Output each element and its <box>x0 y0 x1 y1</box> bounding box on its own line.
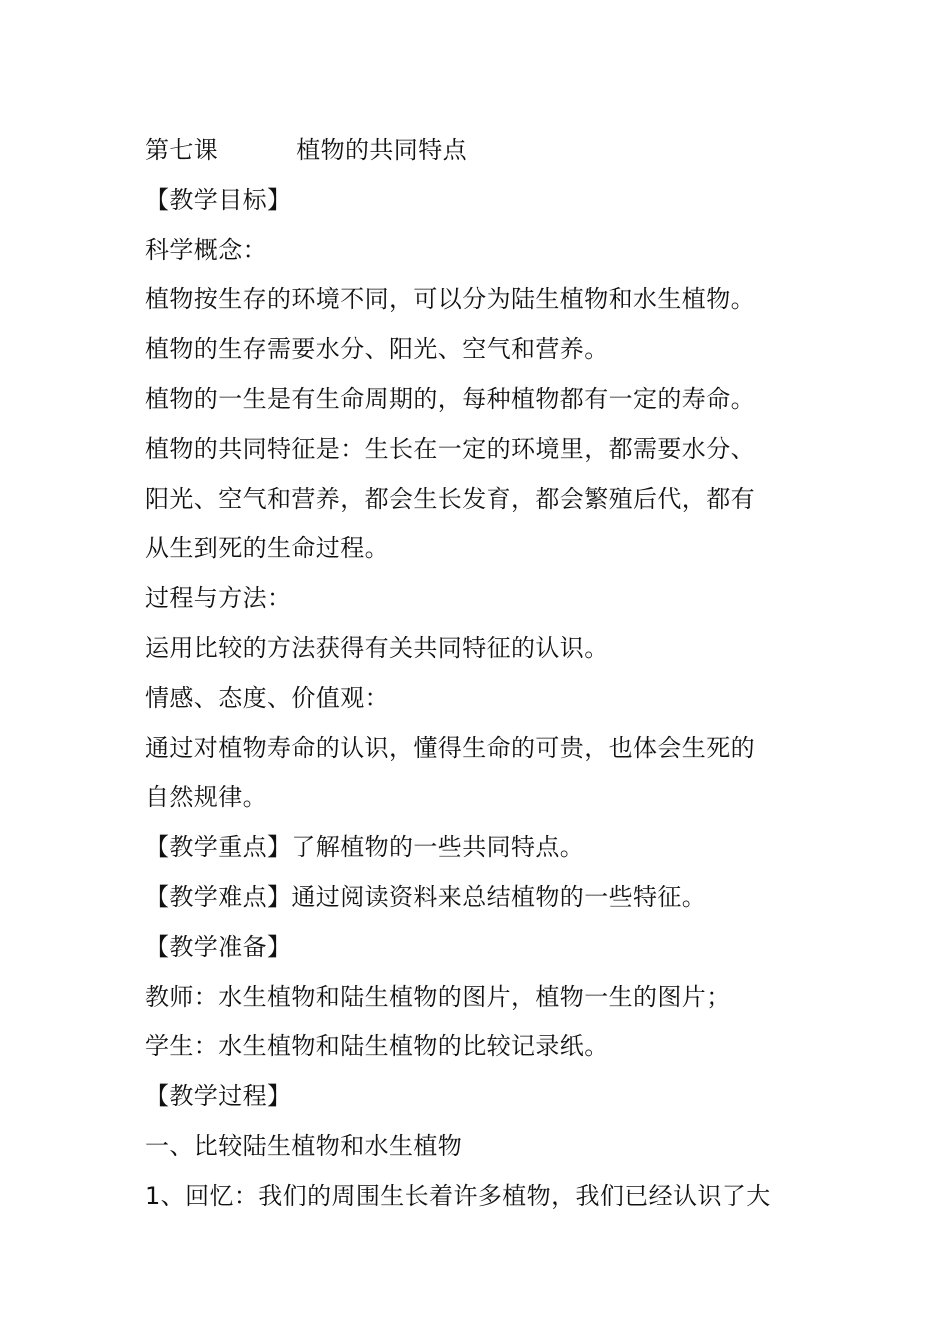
paragraph-line: 教师：水生植物和陆生植物的图片，植物一生的图片； <box>145 982 731 1011</box>
document-page <box>145 126 810 1222</box>
paragraph-line: 阳光、空气和营养，都会生长发育，都会繁殖后代，都有 <box>145 484 755 513</box>
paragraph-line: 自然规律。 <box>145 783 267 812</box>
paragraph-line: 通过对植物寿命的认识，懂得生命的可贵，也体会生死的 <box>145 733 755 762</box>
lesson-name: 植物的共同特点 <box>296 136 468 164</box>
paragraph-line: 植物的共同特征是：生长在一定的环境里，都需要水分、 <box>145 434 755 463</box>
paragraph-line: 1、回忆：我们的周围生长着许多植物，我们已经认识了大 <box>145 1181 771 1210</box>
section-objectives-heading: 【教学目标】 <box>145 185 292 214</box>
paragraph-line: 植物的生存需要水分、阳光、空气和营养。 <box>145 335 609 364</box>
subheading-values: 情感、态度、价值观： <box>145 683 389 712</box>
section-difficulties: 【教学难点】通过阅读资料来总结植物的一些特征。 <box>145 882 707 911</box>
paragraph-line: 运用比较的方法获得有关共同特征的认识。 <box>145 633 609 662</box>
lesson-number: 第七课 <box>145 136 219 164</box>
paragraph-line: 从生到死的生命过程。 <box>145 534 389 563</box>
subheading-process-methods: 过程与方法： <box>145 584 292 613</box>
subheading-science-concepts: 科学概念： <box>145 235 267 264</box>
subheading-part-one: 一、比较陆生植物和水生植物 <box>145 1131 463 1160</box>
section-preparation-heading: 【教学准备】 <box>145 932 292 961</box>
paragraph-line: 学生：水生植物和陆生植物的比较记录纸。 <box>145 1032 609 1061</box>
lesson-title <box>145 126 810 176</box>
section-process-heading: 【教学过程】 <box>145 1082 292 1111</box>
paragraph-line: 植物的一生是有生命周期的，每种植物都有一定的寿命。 <box>145 384 755 413</box>
section-key-points: 【教学重点】了解植物的一些共同特点。 <box>145 833 585 862</box>
paragraph-line: 植物按生存的环境不同，可以分为陆生植物和水生植物。 <box>145 285 755 314</box>
